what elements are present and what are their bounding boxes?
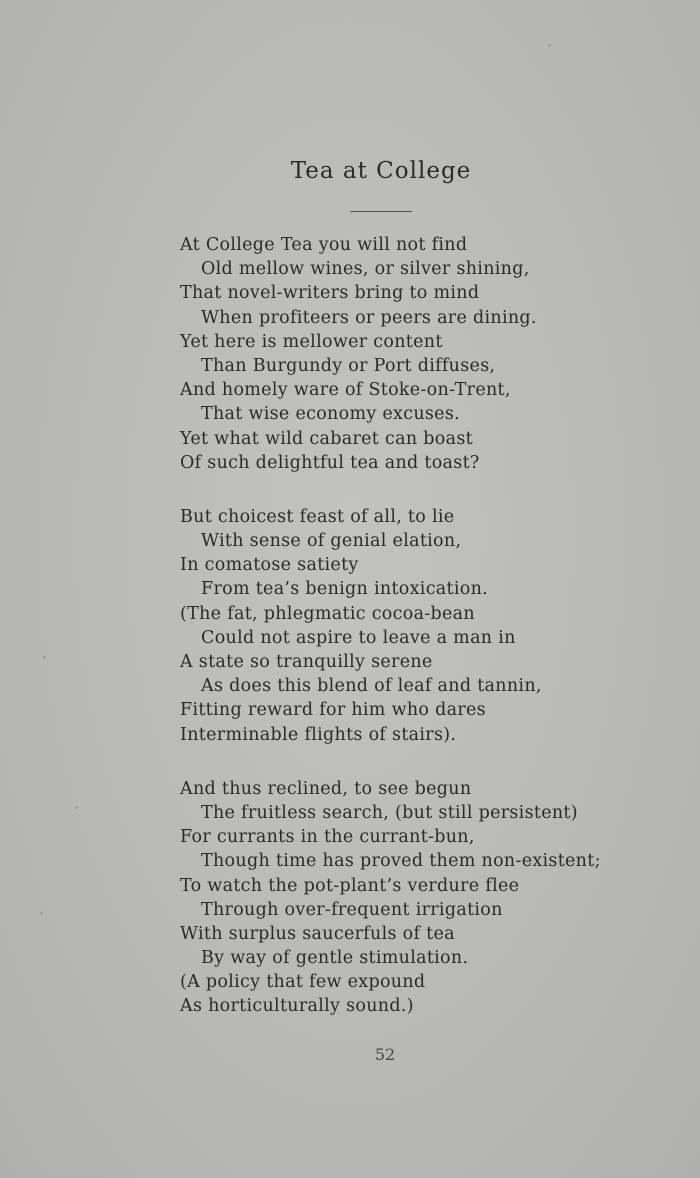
stanza	[180, 233, 601, 475]
poem-line: Fitting reward for him who dares	[180, 700, 486, 721]
stanza	[180, 505, 601, 747]
poem-line: (A policy that few expound	[180, 972, 426, 993]
poem-line: With sense of genial elation,	[201, 531, 462, 552]
paper-speck	[75, 806, 78, 809]
poem-line: Though time has proved them non-existent;	[201, 851, 601, 872]
poem-title: Tea at College	[290, 158, 472, 184]
title-divider	[350, 211, 412, 212]
poem-line: To watch the pot-plant’s verdure flee	[180, 875, 520, 896]
poem-line: With surplus saucerfuls of tea	[180, 923, 455, 944]
poem-line: In comatose satiety	[180, 555, 359, 576]
poem-line: As does this blend of leaf and tannin,	[201, 676, 542, 697]
poem-line: And homely ware of Stoke-on-Trent,	[180, 380, 511, 401]
poem-line: Yet what wild cabaret can boast	[180, 428, 473, 449]
paper-speck	[40, 912, 43, 915]
poem-line: When profiteers or peers are dining.	[201, 307, 537, 328]
poem-line: A state so tranquilly serene	[180, 652, 433, 672]
poem-line: (The fat, phlegmatic cocoa-bean	[180, 603, 475, 624]
paper-speck	[548, 44, 551, 47]
poem-body	[180, 233, 601, 1049]
poem-line: At College Tea you will not find	[180, 235, 468, 255]
poem-line: For currants in the currant-bun,	[180, 827, 475, 848]
poem-line: The fruitless search, (but still persistent)	[201, 802, 578, 823]
poem-line: Could not aspire to leave a man in	[201, 627, 516, 648]
poem-line: From tea’s benign intoxication.	[201, 579, 489, 600]
page-number: 52	[374, 1045, 396, 1064]
poem-line: Of such delightful tea and toast?	[180, 452, 480, 473]
paper-speck	[43, 656, 46, 659]
poem-line: And thus reclined, to see begun	[180, 778, 472, 799]
poem-line: Interminable flights of stairs).	[180, 724, 457, 745]
poem-line: As horticulturally sound.)	[180, 996, 414, 1017]
poem-line: That wise economy excuses.	[201, 404, 460, 425]
poem-line: Than Burgundy or Port diffuses,	[201, 355, 496, 376]
poem-line: That novel-writers bring to mind	[180, 283, 480, 304]
poem-line: Yet here is mellower content	[180, 331, 443, 352]
poem-line: But choicest feast of all, to lie	[180, 506, 455, 527]
poem-line: By way of gentle stimulation.	[201, 948, 469, 969]
poem-line: Through over-frequent irrigation	[201, 899, 503, 920]
stanza	[180, 777, 601, 1019]
poem-line: Old mellow wines, or silver shining,	[201, 259, 530, 280]
